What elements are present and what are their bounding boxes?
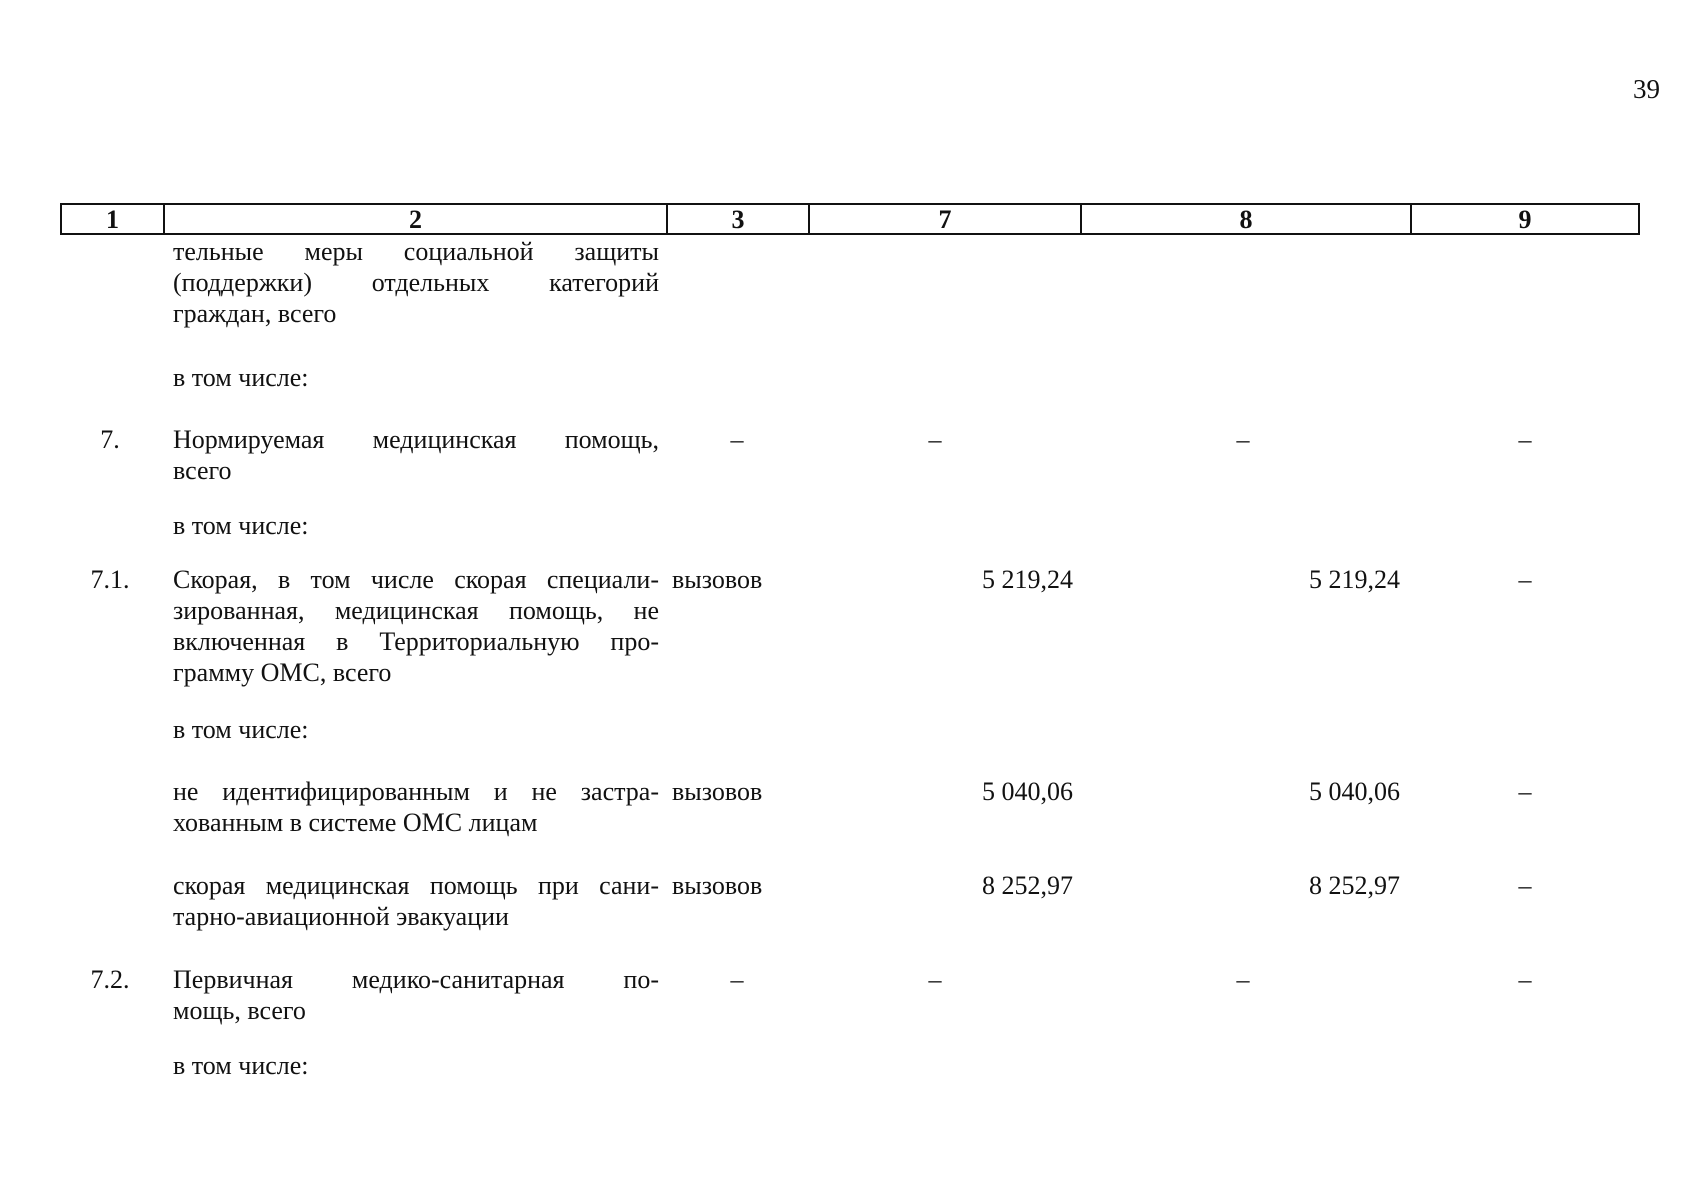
row-name: в том числе: <box>173 511 309 540</box>
row-value-col7: 5 040,06 <box>982 777 1073 806</box>
header-col-9: 9 <box>1410 205 1638 233</box>
row-value-col7: 5 219,24 <box>982 565 1073 594</box>
page-number: 39 <box>1633 74 1660 104</box>
row-number: 7. <box>100 425 120 454</box>
row-value-col9: – <box>1518 425 1532 454</box>
row-unit: вызовов <box>672 777 763 806</box>
header-col-7: 7 <box>808 205 1080 233</box>
header-col-2: 2 <box>163 205 666 233</box>
row-name: в том числе: <box>173 1051 309 1080</box>
row-number: 7.1. <box>90 565 130 594</box>
row-unit: вызовов <box>672 565 763 594</box>
header-col-3: 3 <box>666 205 808 233</box>
row-value-col9: – <box>1518 965 1532 994</box>
row-value-col9: – <box>1518 777 1532 806</box>
row-unit: вызовов <box>672 871 763 900</box>
row-unit: – <box>730 965 744 994</box>
row-value-col8: 5 219,24 <box>1309 565 1400 594</box>
row-value-col8: 5 040,06 <box>1309 777 1400 806</box>
row-value-col9: – <box>1518 871 1532 900</box>
row-value-col8: – <box>1236 425 1250 454</box>
row-value-col7: 8 252,97 <box>982 871 1073 900</box>
row-value-col7: – <box>928 425 942 454</box>
row-value-col8: 8 252,97 <box>1309 871 1400 900</box>
row-name: не идентифицированным и не застра- хованным в системе ОМС лицам <box>173 777 659 837</box>
row-name: в том числе: <box>173 363 309 392</box>
row-number: 7.2. <box>90 965 130 994</box>
row-value-col9: – <box>1518 565 1532 594</box>
header-col-8: 8 <box>1080 205 1410 233</box>
table-header <box>60 203 1640 235</box>
row-name: в том числе: <box>173 715 309 744</box>
row-name: Нормируемая медицинская помощь, всего <box>173 425 659 485</box>
row-name: тельные меры социальной защиты (поддержки) отдельных категорий граждан, всего <box>173 237 659 328</box>
header-col-1: 1 <box>106 205 119 234</box>
row-name: скорая медицинская помощь при сани- тарно-авиационной эвакуации <box>173 871 659 931</box>
row-value-col7: – <box>928 965 942 994</box>
row-name: Скорая, в том числе скорая специали- зированная, медицинская помощь, не включенная в Территориальную про- грамму ОМС, всего <box>173 565 659 687</box>
row-name: Первичная медико-санитарная по- мощь, всего <box>173 965 659 1025</box>
row-unit: – <box>730 425 744 454</box>
row-value-col8: – <box>1236 965 1250 994</box>
